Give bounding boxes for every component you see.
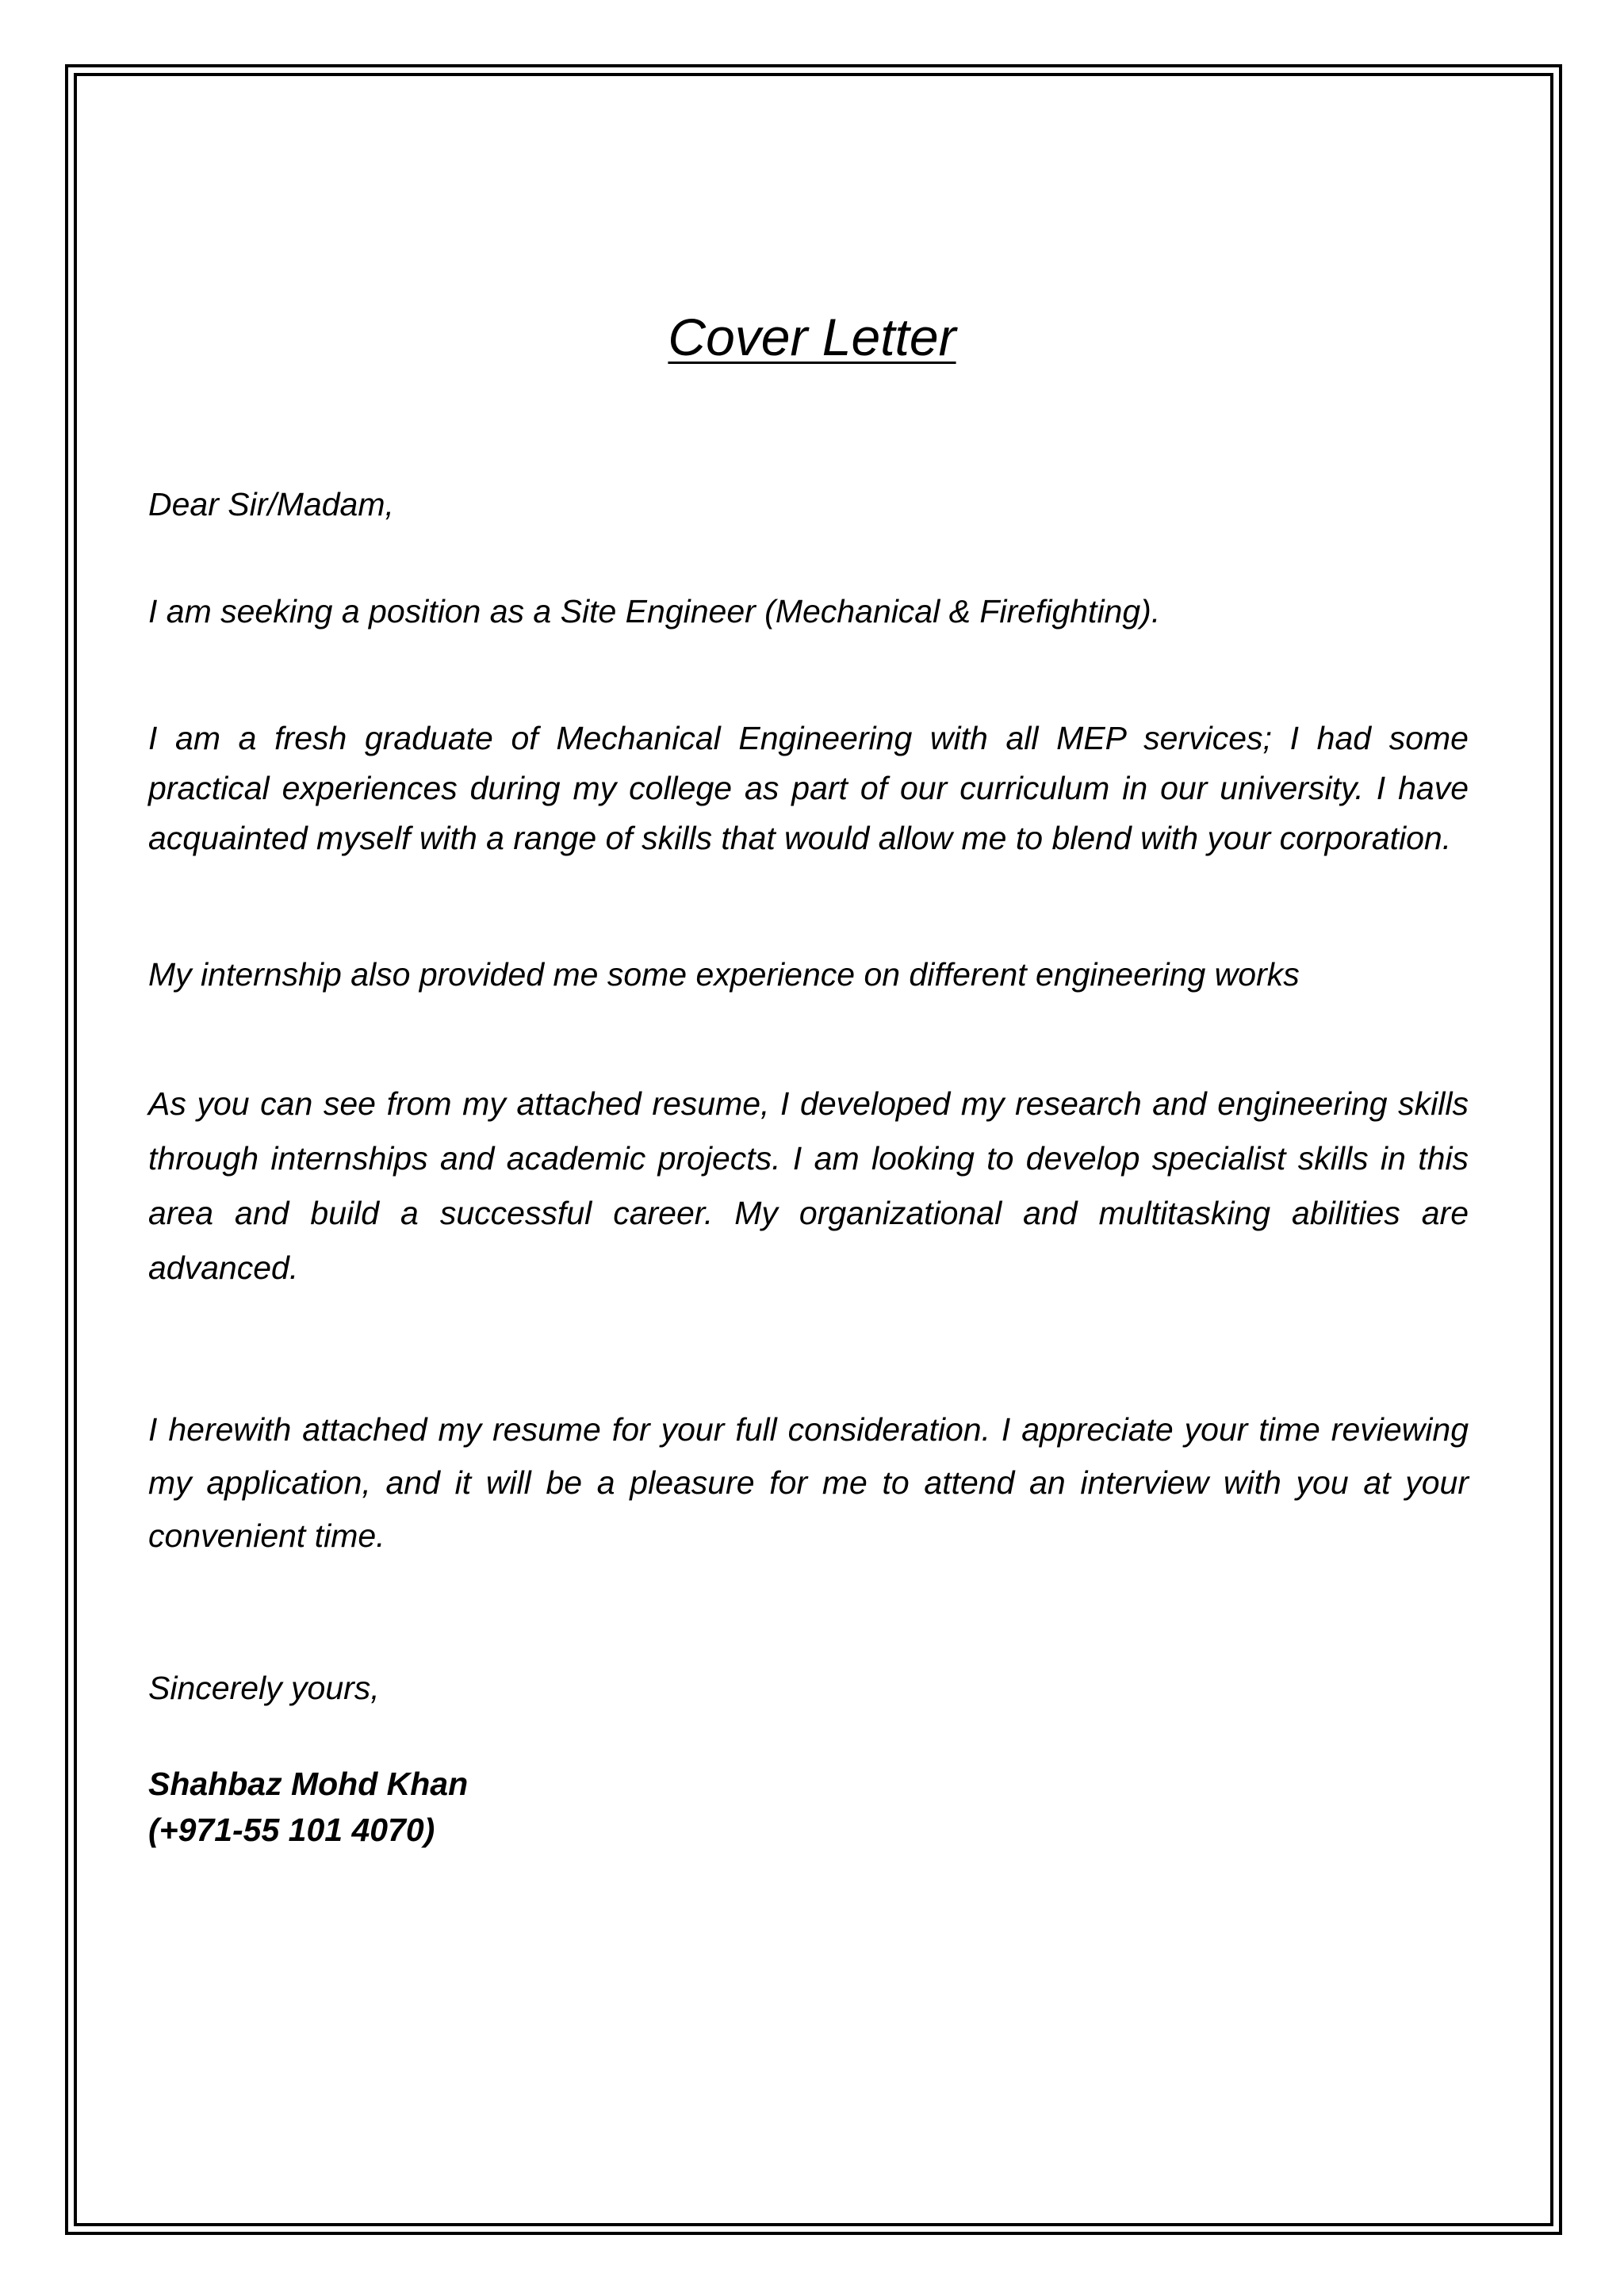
paragraph-skills: As you can see from my attached resume, I developed my research and engineering skills through internships and academic projects. I am looking to develop specialist skills in this area and build a successful career. My organizational and multitasking abilities are advanced. xyxy=(148,1085,1469,1286)
paragraph-background: I am a fresh graduate of Mechanical Engineering with all MEP services; I had some practical experiences during my college as part of our curriculum in our university. I have acquainted myself with a range of skills that would allow me to blend with your corporation. xyxy=(148,720,1469,856)
document-title: Cover Letter xyxy=(668,308,956,366)
salutation: Dear Sir/Madam, xyxy=(148,486,394,522)
signature-name: Shahbaz Mohd Khan xyxy=(148,1766,469,1802)
paragraph-closing-request: I herewith attached my resume for your full consideration. I appreciate your time reviewing my application, and it will be a pleasure for me to attend an interview with you at your convenient time. xyxy=(148,1411,1469,1554)
signature-phone: (+971-55 101 4070) xyxy=(148,1812,435,1848)
paragraph-internship: My internship also provided me some experience on different engineering works xyxy=(148,956,1300,993)
closing: Sincerely yours, xyxy=(148,1670,380,1706)
paragraph-position: I am seeking a position as a Site Engineer (Mechanical & Firefighting). xyxy=(148,593,1161,629)
